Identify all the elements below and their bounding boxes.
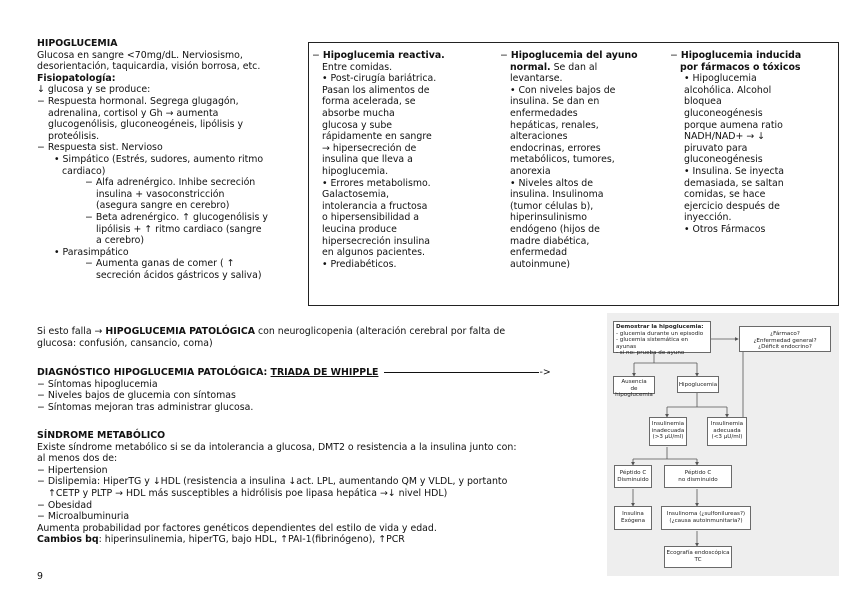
list-item: NADH/NAD+ → ↓ bbox=[684, 131, 766, 143]
list-item: insulina que lleva a bbox=[322, 154, 413, 166]
list-item: inyección. bbox=[684, 212, 732, 224]
dash: − bbox=[500, 50, 511, 61]
node-text: Exógena bbox=[620, 517, 646, 524]
text-line: cardiaco) bbox=[62, 165, 106, 177]
node-text: adecuada bbox=[713, 427, 741, 434]
list-item: − Dislipemia: HiperTG y ↓HDL (resistencia a insulina ↓act. LPL, aumentando QM y VLDL, y portanto bbox=[37, 476, 508, 488]
node-text: Insulinemia bbox=[710, 421, 744, 427]
list-item: • Errores metabolismo. bbox=[322, 177, 431, 189]
list-item: − Respuesta hormonal. Segrega glugagón, bbox=[37, 95, 239, 107]
sindrome-title: SÍNDROME METABÓLICO bbox=[37, 430, 166, 441]
list-item: metabólicos, tumores, bbox=[510, 154, 615, 166]
node-text: no disminuido bbox=[678, 476, 718, 483]
node-peptido-disminuido bbox=[614, 465, 652, 488]
node-text: inadecuada bbox=[651, 427, 685, 434]
text-run-bold: Cambios bq bbox=[37, 534, 99, 546]
list-item: insulina. Se dan en bbox=[510, 96, 600, 108]
text-line: adrenalina, cortisol y Gh → aumenta bbox=[48, 107, 219, 119]
list-item: hipersecreción insulina bbox=[322, 235, 431, 247]
node-text: Ecografía endoscópica bbox=[666, 550, 730, 556]
list-item: comidas, se hace bbox=[684, 189, 766, 201]
list-item: • Insulina. Se inyecta bbox=[684, 165, 785, 177]
list-item: levantarse. bbox=[510, 73, 563, 85]
list-item: gluconeogénesis bbox=[684, 154, 763, 166]
dash: − bbox=[670, 50, 681, 61]
col-list-ayuno bbox=[510, 73, 670, 270]
list-item: alcohólica. Alcohol bbox=[684, 84, 772, 96]
list-item: (tumor células b), bbox=[510, 200, 594, 212]
node-demostrar bbox=[613, 321, 711, 357]
list-item: enfermedades bbox=[510, 107, 578, 119]
list-item: madre diabética, bbox=[510, 235, 590, 247]
text-run-bold: HIPOGLUCEMIA PATOLÓGICA bbox=[105, 326, 255, 337]
list-item: − Obesidad bbox=[37, 499, 93, 511]
text-line: ↑CETP y PLTP → HDL más susceptibles a hidrólisis poe lipasa hepática →↓ nivel HDL) bbox=[48, 487, 448, 499]
list-item: • Con niveles bajos de bbox=[510, 84, 616, 96]
text-line: proteólisis. bbox=[48, 130, 100, 142]
node-demostrar-title: Demostrar la hipoglucemia: bbox=[616, 324, 704, 330]
list-item: ejercicio después de bbox=[684, 200, 780, 212]
list-item: endógeno (hijos de bbox=[510, 223, 600, 235]
text-line: a cerebro) bbox=[96, 235, 145, 247]
list-item: • Parasimpático bbox=[54, 246, 129, 258]
list-item: hipoglucemia. bbox=[322, 165, 389, 177]
list-item: − Alfa adrenérgico. Inhibe secreción bbox=[85, 177, 256, 189]
list-item: insulina. Insulinoma bbox=[510, 189, 604, 201]
node-insulinoma bbox=[661, 506, 751, 530]
diagnostico-list bbox=[37, 379, 597, 414]
node-text: Insulina bbox=[622, 511, 644, 517]
node-text: ¿Enfermedad general? bbox=[753, 337, 817, 344]
text-line: Glucosa en sangre <70mg/dL. Nerviosismo, bbox=[37, 49, 243, 61]
list-item: porque aumena ratio bbox=[684, 119, 783, 131]
list-item: − Síntomas hipoglucemia bbox=[37, 378, 158, 390]
list-item: − Síntomas mejoran tras administrar glucosa. bbox=[37, 401, 254, 413]
text-line: ↓ glucosa y se produce: bbox=[37, 84, 151, 96]
node-text: (<3 µU/ml) bbox=[711, 434, 743, 441]
node-insulinemia-inadecuada bbox=[649, 417, 687, 446]
list-item: anorexia bbox=[510, 165, 551, 177]
list-item: demasiada, se saltan bbox=[684, 177, 784, 189]
list-item: − Niveles bajos de glucemia con síntomas bbox=[37, 390, 236, 402]
node-text: Ausencia bbox=[621, 379, 647, 385]
text-line: Existe síndrome metabólico si se da intolerancia a glucosa, DMT2 o resistencia a la insulina junto con: bbox=[37, 441, 517, 453]
text-line: (asegura sangre en cerebro) bbox=[96, 200, 230, 212]
list-item: alteraciones bbox=[510, 131, 568, 143]
text-line: al menos dos de: bbox=[37, 453, 118, 465]
list-item: − Hipertension bbox=[37, 464, 108, 476]
node-ecografia bbox=[664, 546, 732, 568]
list-item: absorbe mucha bbox=[322, 107, 395, 119]
list-item: piruvato para bbox=[684, 142, 748, 154]
col-title-ayuno-1: Hipoglucemia del ayuno bbox=[510, 50, 638, 61]
list-item: • Prediabéticos. bbox=[322, 258, 397, 270]
text-line: glucosa: confusión, cansancio, coma) bbox=[37, 337, 213, 349]
node-demostrar-line: - glucemia sistemática en ayunas bbox=[616, 337, 689, 350]
list-item: hiperinsulinismo bbox=[510, 212, 588, 224]
node-insulina-exogena bbox=[614, 506, 652, 530]
list-item: forma acelerada, se bbox=[322, 96, 416, 108]
list-item: • Simpático (Estrés, sudores, aumento ritmo bbox=[54, 153, 264, 165]
list-item: • Hipoglucemia bbox=[684, 73, 757, 85]
box-col-farmacos bbox=[670, 50, 836, 236]
diagnostic-flowchart bbox=[607, 313, 839, 576]
diagnostico-section bbox=[37, 367, 597, 413]
dash: − bbox=[312, 50, 323, 61]
list-item: − Beta adrenérgico. ↑ glucogenólisis y bbox=[85, 211, 268, 223]
patologica-paragraph bbox=[37, 326, 597, 349]
triada-whipple-title: TRIADA DE WHIPPLE bbox=[270, 367, 379, 378]
list-item: gluconeogénesis bbox=[684, 107, 763, 119]
text-line: lipólisis + ↑ ritmo cardiaco (sangre bbox=[96, 223, 262, 235]
section-title-hipoglucemia: HIPOGLUCEMIA bbox=[37, 38, 118, 49]
text-line: glucogenólisis, gluconeogéneis, lipólisis y bbox=[48, 119, 244, 131]
list-item: bloquea bbox=[684, 96, 722, 108]
node-text: ¿Déficit endocrino? bbox=[758, 344, 812, 351]
col-list-farmacos bbox=[684, 73, 836, 235]
list-item: hepáticas, renales, bbox=[510, 119, 599, 131]
node-demostrar-line: - si no: prueba de ayuno bbox=[616, 350, 685, 357]
node-text: ¿Fármaco? bbox=[770, 331, 800, 337]
text-run: con neuroglicopenia (alteración cerebral por falta de bbox=[254, 326, 506, 337]
node-text: Péptido C bbox=[684, 470, 712, 476]
node-peptido-no-disminuido bbox=[664, 465, 732, 488]
list-item: en algunos pacientes. bbox=[322, 247, 425, 259]
box-col-ayuno bbox=[500, 50, 670, 270]
text-line: desorientación, taquicardia, visión borrosa, etc. bbox=[37, 61, 261, 73]
col-title-farmacos-1: Hipoglucemia inducida bbox=[680, 50, 802, 61]
node-text: de hipoglucemia bbox=[615, 385, 653, 399]
list-item: − Microalbuminuria bbox=[37, 511, 130, 523]
text-line: Aumenta probabilidad por factores genéticos dependientes del estilo de vida y edad. bbox=[37, 522, 437, 534]
page-number: 9 bbox=[37, 571, 43, 582]
list-item: • Niveles altos de bbox=[510, 177, 594, 189]
node-text: Hipoglucemia bbox=[678, 382, 718, 388]
node-hipoglucemia bbox=[677, 376, 719, 393]
left-column bbox=[37, 38, 305, 281]
node-demostrar-line: - glucemia durante un episodio bbox=[616, 330, 704, 337]
text-line: insulina + vasoconstricción bbox=[96, 188, 225, 200]
list-item: enfermedad bbox=[510, 247, 568, 259]
col-title-ayuno-rest: Se dan al bbox=[550, 61, 598, 73]
node-text: (>3 µU/ml) bbox=[652, 434, 684, 441]
list-item: leucina produce bbox=[322, 223, 397, 235]
list-item: − Respuesta sist. Nervioso bbox=[37, 142, 163, 154]
node-farmaco bbox=[739, 326, 831, 352]
list-item: Galactosemia, bbox=[322, 189, 390, 201]
node-text: Péptido C bbox=[619, 470, 647, 476]
col-title-reactiva: Hipoglucemia reactiva. bbox=[322, 50, 445, 61]
diagnostico-title: DIAGNÓSTICO HIPOGLUCEMIA PATOLÓGICA: bbox=[37, 367, 271, 378]
list-item: endocrinas, errores bbox=[510, 142, 601, 154]
node-text: Insulinoma (¿sulfonilureas?) bbox=[666, 511, 746, 517]
node-text: (¿causa autoinmunitaria?) bbox=[669, 517, 743, 524]
list-item: → hipersecreción de bbox=[322, 142, 417, 154]
box-col-reactiva bbox=[312, 50, 482, 270]
node-text: Disminuido bbox=[617, 476, 649, 483]
arrow-line bbox=[384, 372, 539, 373]
arrow-head: -> bbox=[539, 367, 551, 378]
list-item: autoinmune) bbox=[510, 258, 571, 270]
col-title-ayuno-2: normal. bbox=[510, 61, 551, 73]
list-item: − Aumenta ganas de comer ( ↑ bbox=[85, 258, 235, 270]
col-list-reactiva bbox=[322, 62, 482, 271]
node-ausencia bbox=[613, 376, 655, 399]
subheading-fisiopatologia: Fisiopatología: bbox=[37, 72, 116, 84]
list-item: Entre comidas. bbox=[322, 61, 393, 73]
text-run: Si esto falla → bbox=[37, 326, 106, 337]
node-text: TC bbox=[694, 556, 702, 563]
node-text: Insulinemia bbox=[651, 421, 685, 427]
list-item: Pasan los alimentos de bbox=[322, 84, 430, 96]
list-item: rápidamente en sangre bbox=[322, 131, 432, 143]
list-item: glucosa y sube bbox=[322, 119, 393, 131]
list-item: o hipersensibilidad a bbox=[322, 212, 420, 224]
col-title-farmacos-2: por fármacos o tóxicos bbox=[680, 61, 801, 73]
sindrome-section bbox=[37, 430, 602, 546]
text-run: : hiperinsulinemia, hiperTG, bajo HDL, ↑PAI-1(fibrinógeno), ↑PCR bbox=[98, 534, 405, 546]
list-item: • Otros Fármacos bbox=[684, 223, 766, 235]
list-item: intolerancia a fructosa bbox=[322, 200, 428, 212]
text-line: secreción ácidos gástricos y saliva) bbox=[96, 269, 262, 281]
node-insulinemia-adecuada bbox=[707, 417, 747, 446]
list-item: • Post-cirugía bariátrica. bbox=[322, 73, 437, 85]
